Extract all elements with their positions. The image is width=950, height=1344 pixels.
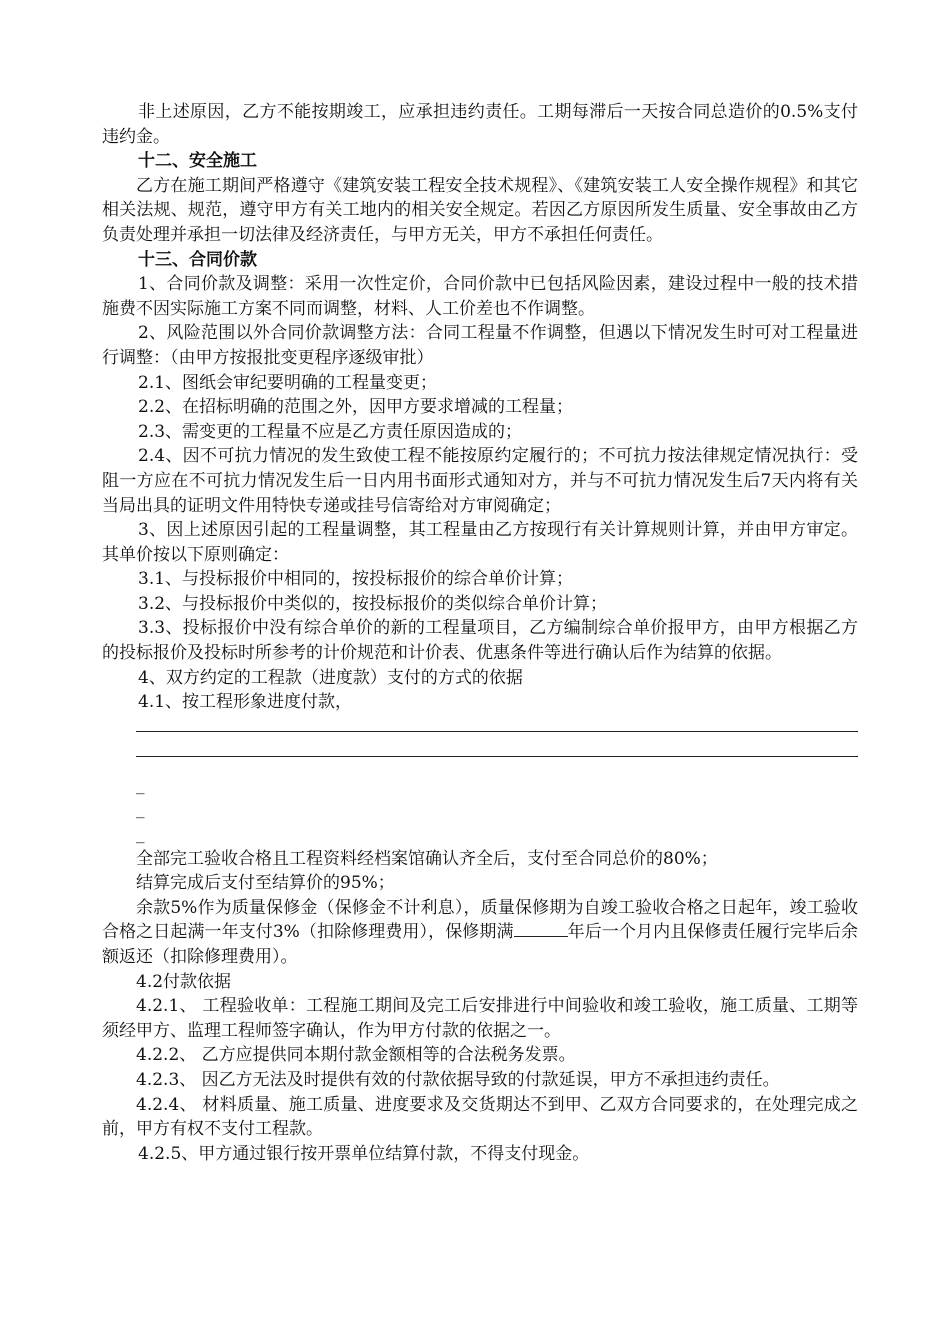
blank-dash-1: _ — [136, 774, 145, 795]
paragraph-safety: 乙方在施工期间严格遵守《建筑安装工程安全技术规程》、《建筑安装工人安全操作规程》和其它相关法规、规范，遵守甲方有关工地内的相关安全规定。若因乙方原因所发生质量、安全事故由乙方负责处理并承担一切法律及经济责任，与甲方无关，甲方不承担任何责任。 — [102, 175, 858, 245]
clause-3-3: 3.3、投标报价中没有综合单价的新的工程量项目，乙方编制综合单价报甲方，由甲方根据乙方的投标报价及投标时所参考的计价规范和计价表、优惠条件等进行确认后作为结算的依据。 — [102, 618, 858, 664]
clause-2-4: 2.4、因不可抗力情况的发生致使工程不能按原约定履行的；不可抗力按法律规定情况执行：受阻一方应在不可抗力情况发生后一日内用书面形式通知对方，并与不可抗力情况发生后7天内将有关当局出具的证明文件用特快专递或挂号信寄给对方审阅确定； — [102, 446, 858, 516]
clause-3: 3、因上述原因引起的工程量调整，其工程量由乙方按现行有关计算规则计算，并由甲方审定。其单价按以下原则确定： — [102, 520, 858, 565]
clause-2-2: 2.2、在招标明确的范围之外，因甲方要求增减的工程量； — [138, 397, 574, 418]
clause-2-1: 2.1、图纸会审纪要明确的工程量变更； — [138, 372, 438, 393]
clause-4-2-4: 4.2.4、 材料质量、施工质量、进度要求及交货期达不到甲、乙双方合同要求的，在处理完成之前，甲方有权不支付工程款。 — [102, 1094, 858, 1140]
section-heading-contract-price: 十三、合同价款 — [138, 249, 257, 270]
payment-settlement: 结算完成后支付至结算价的95%； — [136, 873, 395, 894]
warranty-years-blank — [514, 920, 568, 937]
blank-dash-2: _ — [136, 799, 145, 820]
payment-retention — [102, 896, 858, 970]
retention-text-b: 年后一个月内且保修责任履行完毕后余额返还（扣除修理费用）。 — [102, 922, 859, 967]
section-heading-safety: 十二、安全施工 — [138, 151, 257, 172]
paragraph-delay-penalty: 非上述原因，乙方不能按期竣工，应承担违约责任。工期每滞后一天按合同总造价的0.5%支付违约金。 — [102, 102, 858, 147]
paragraph-price-adjustment: 1、合同价款及调整：采用一次性定价，合同价款中已包括风险因素，建设过程中一般的技术措施费不因实际施工方案不同而调整，材料、人工价差也不作调整。 — [102, 274, 858, 319]
retention-text-a: 余款5%作为质量保修金（保修金不计利息），质量保修期为自竣工验收合格之日起年，竣工验收合格之日起满一年支付3%（扣除修理费用），保修期满 — [102, 897, 858, 943]
blank-line-1 — [136, 731, 858, 732]
blank-dash-3: _ — [136, 824, 145, 845]
clause-4-1: 4.1、按工程形象进度付款， — [138, 692, 353, 713]
clause-4-2-5: 4.2.5、甲方通过银行按开票单位结算付款，不得支付现金。 — [138, 1143, 590, 1164]
clause-4-2-heading: 4.2付款依据 — [136, 971, 232, 992]
payment-completion: 全部完工验收合格且工程资料经档案馆确认齐全后，支付至合同总价的80%； — [136, 848, 718, 869]
clause-4-2-1: 4.2.1、 工程验收单：工程施工期间及完工后安排进行中间验收和竣工验收，施工质量、工期等须经甲方、监理工程师签字确认，作为甲方付款的依据之一。 — [102, 996, 858, 1041]
clause-4-2-3: 4.2.3、 因乙方无法及时提供有效的付款依据导致的付款延误，甲方不承担违约责任。 — [136, 1069, 780, 1090]
blank-line-2 — [136, 756, 858, 757]
clause-3-1: 3.1、与投标报价中相同的，按投标报价的综合单价计算； — [138, 569, 574, 590]
paragraph-risk-adjustment: 2、风险范围以外合同价款调整方法：合同工程量不作调整，但遇以下情况发生时可对工程量进行调整：（由甲方按报批变更程序逐级审批） — [102, 323, 858, 368]
clause-4: 4、双方约定的工程款（进度款）支付的方式的依据 — [138, 667, 523, 688]
clause-4-2-2: 4.2.2、 乙方应提供同本期付款金额相等的合法税务发票。 — [136, 1045, 576, 1066]
clause-3-2: 3.2、与投标报价中类似的，按投标报价的类似综合单价计算； — [138, 593, 608, 614]
clause-2-3: 2.3、需变更的工程量不应是乙方责任原因造成的； — [138, 421, 523, 442]
